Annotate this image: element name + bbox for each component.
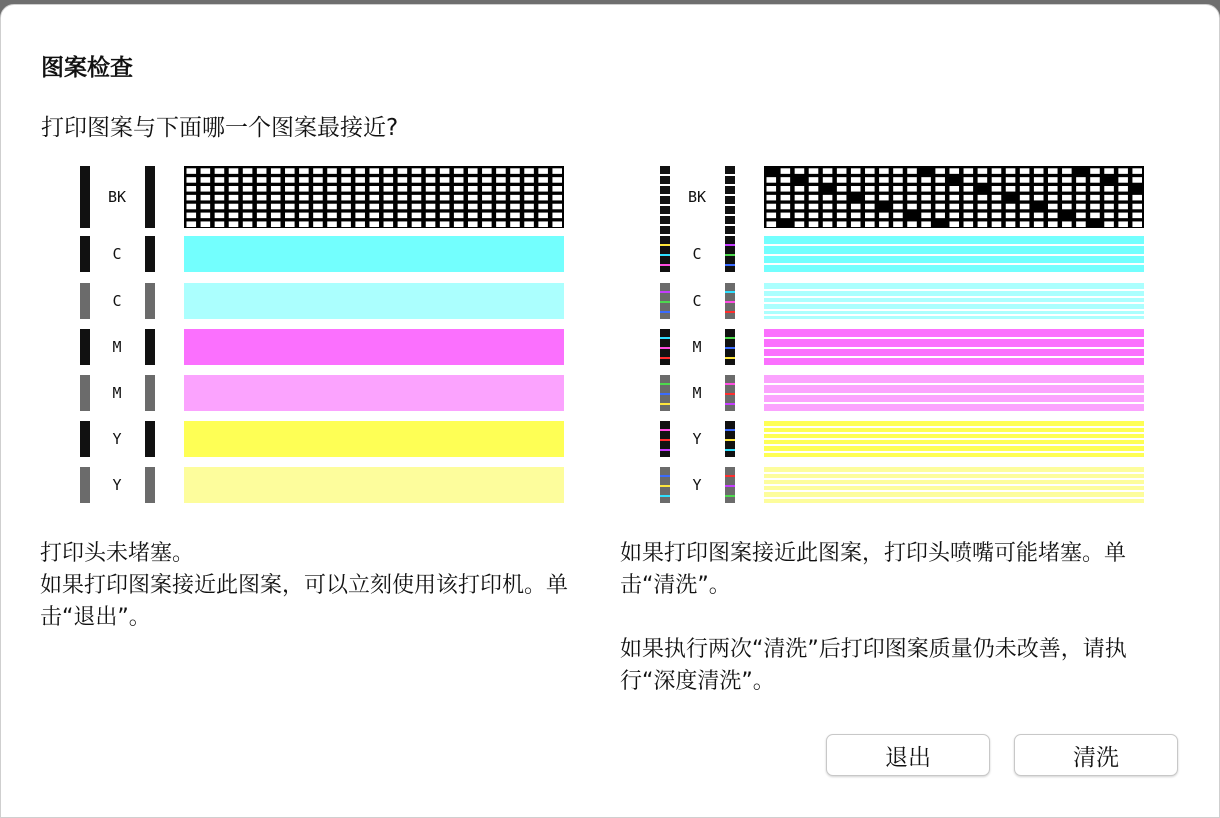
- bk-grid-cell: [781, 213, 791, 219]
- marker-stripe: [660, 244, 670, 246]
- clogged-pattern-text-2: 如果执行两次“清洗”后打印图案质量仍未改善，请执行“深度清洗”。: [620, 637, 1127, 694]
- bk-grid-cell: [992, 204, 1002, 210]
- row-label: M: [692, 384, 702, 402]
- bk-grid-cell: [1048, 186, 1058, 192]
- dialog-title: 图案检查: [41, 55, 133, 81]
- bk-grid-cell: [907, 186, 917, 192]
- missing-nozzle-line: [764, 263, 1144, 265]
- bk-grid-cell: [781, 168, 791, 174]
- marker-segment: [725, 186, 735, 194]
- marker-stripe: [660, 301, 670, 303]
- bk-grid-cell: [992, 195, 1002, 201]
- row-marker-right: [725, 467, 735, 503]
- bk-grid-cell: [893, 168, 903, 174]
- bk-grid-cell: [907, 195, 917, 201]
- bk-grid-cell: [921, 177, 931, 183]
- clean-button[interactable]: 清洗: [1014, 734, 1178, 776]
- bk-grid-cell: [1132, 204, 1142, 210]
- bk-grid-cell: [795, 213, 805, 219]
- bk-grid-cell: [907, 204, 917, 210]
- bk-grid-cell: [964, 204, 974, 210]
- bk-grid-cell: [1090, 168, 1100, 174]
- bk-grid-cell: [964, 177, 974, 183]
- marker-stripe: [725, 439, 735, 441]
- missing-nozzle-line: [764, 289, 1144, 291]
- bk-grid-cell: [781, 195, 791, 201]
- marker-stripe: [725, 393, 735, 395]
- bk-grid-cell: [865, 204, 875, 210]
- bk-grid-cell: [1048, 195, 1058, 201]
- bk-grid-cell: [1076, 186, 1086, 192]
- bk-grid-cell: [837, 186, 847, 192]
- bk-grid-cell: [978, 195, 988, 201]
- marker-stripe: [660, 264, 670, 266]
- row-label: Y: [692, 430, 702, 448]
- missing-nozzle-line: [764, 438, 1144, 440]
- marker-stripe: [660, 291, 670, 293]
- row-marker-right: [725, 421, 735, 457]
- bk-grid-cell: [935, 186, 945, 192]
- row-label: M: [112, 384, 122, 402]
- marker-stripe: [725, 337, 735, 339]
- bk-grid-cell: [1118, 186, 1128, 192]
- row-marker-right: [725, 329, 735, 365]
- missing-nozzle-line: [764, 347, 1144, 349]
- bk-grid-cell: [978, 213, 988, 219]
- row-label: M: [692, 338, 702, 356]
- bk-grid-cell: [1020, 195, 1030, 201]
- bk-grid-cell: [1034, 221, 1044, 227]
- bk-grid-cell: [879, 177, 889, 183]
- marker-stripe: [725, 301, 735, 303]
- bk-grid-cell: [1090, 204, 1100, 210]
- bk-grid-cell: [978, 168, 988, 174]
- bk-grid-cell: [907, 177, 917, 183]
- good-pattern-text: 打印头未堵塞。 如果打印图案接近此图案，可以立刻使用该打印机。单击“退出”。: [40, 541, 569, 630]
- bk-grid-cell: [1034, 186, 1044, 192]
- bk-grid-cell: [1118, 177, 1128, 183]
- row-label: M: [112, 338, 122, 356]
- bk-grid-cell: [767, 221, 777, 227]
- marker-stripe: [725, 311, 735, 313]
- marker-segment: [725, 216, 735, 224]
- bk-grid-cell: [767, 213, 777, 219]
- bk-grid-cell: [865, 168, 875, 174]
- bk-grid-cell: [851, 186, 861, 192]
- bk-grid-cell: [1104, 195, 1114, 201]
- bk-grid-cell: [1076, 221, 1086, 227]
- bk-grid-cell: [1006, 177, 1016, 183]
- row-marker-left: [660, 421, 670, 457]
- bk-grid-cell: [1048, 221, 1058, 227]
- bk-grid-cell: [795, 195, 805, 201]
- bk-grid-cell: [949, 221, 959, 227]
- bk-grid-cell: [1062, 221, 1072, 227]
- bk-grid-cell: [837, 195, 847, 201]
- bk-grid-cell: [992, 177, 1002, 183]
- bk-grid-cell: [781, 177, 791, 183]
- bk-grid-cell: [964, 213, 974, 219]
- bk-grid-cell: [1062, 204, 1072, 210]
- color-band-clogged: [764, 467, 1144, 503]
- clogged-pattern-text-1: 如果打印图案接近此图案，打印头喷嘴可能堵塞。单击“清洗”。: [620, 541, 1127, 598]
- bk-grid-cell: [964, 221, 974, 227]
- bk-grid-cell: [907, 168, 917, 174]
- missing-nozzle-line: [764, 444, 1144, 446]
- marker-stripe: [660, 439, 670, 441]
- row-marker-right: [725, 283, 735, 319]
- bk-grid-cell: [1048, 204, 1058, 210]
- missing-nozzle-line: [764, 484, 1144, 486]
- row-marker-right: [725, 375, 735, 411]
- bk-grid-cell: [767, 195, 777, 201]
- bk-grid-cell: [1104, 213, 1114, 219]
- marker-stripe: [725, 357, 735, 359]
- bk-grid-cell: [837, 177, 847, 183]
- bk-grid-cell: [921, 204, 931, 210]
- bk-grid-cell: [1118, 204, 1128, 210]
- bk-grid-cell: [935, 177, 945, 183]
- bk-grid-cell: [1090, 186, 1100, 192]
- marker-segment: [725, 226, 735, 234]
- bk-grid-cell: [1006, 213, 1016, 219]
- missing-nozzle-line: [764, 356, 1144, 358]
- missing-nozzle-line: [764, 490, 1144, 492]
- marker-segment: [660, 176, 670, 184]
- good-pattern-description: [40, 538, 580, 634]
- bk-grid-cell: [823, 177, 833, 183]
- bk-grid-cell: [978, 204, 988, 210]
- bk-grid-cell: [935, 195, 945, 201]
- bk-grid-cell: [949, 195, 959, 201]
- question-text: 打印图案与下面哪一个图案最接近?: [41, 115, 399, 141]
- bk-grid-cell: [949, 186, 959, 192]
- bk-grid-cell: [893, 221, 903, 227]
- marker-stripe: [725, 485, 735, 487]
- bk-grid-cell: [1034, 195, 1044, 201]
- bk-grid-cell: [935, 204, 945, 210]
- marker-stripe: [660, 254, 670, 256]
- bk-grid-cell: [1062, 195, 1072, 201]
- bk-grid-cell: [879, 168, 889, 174]
- color-band-clogged: [764, 375, 1144, 411]
- missing-nozzle-line: [764, 337, 1144, 339]
- row-marker-left: [660, 375, 670, 411]
- marker-stripe: [725, 449, 735, 451]
- row-label: Y: [112, 476, 122, 494]
- clogged-pattern-description: [620, 538, 1160, 698]
- bk-grid-cell: [1132, 213, 1142, 219]
- bk-grid-cell: [921, 195, 931, 201]
- bk-grid-cell: [837, 168, 847, 174]
- missing-nozzle-line: [764, 244, 1144, 246]
- missing-nozzle-line: [764, 497, 1144, 499]
- bk-grid-cell: [992, 186, 1002, 192]
- bk-grid-cell: [879, 186, 889, 192]
- marker-segment: [725, 176, 735, 184]
- row-label: C: [692, 245, 702, 263]
- bk-grid-cell: [949, 168, 959, 174]
- bk-grid-cell: [781, 186, 791, 192]
- bk-grid-cell: [1104, 221, 1114, 227]
- bk-grid-cell: [865, 177, 875, 183]
- row-label: BK: [107, 188, 127, 206]
- bk-grid-cell: [1048, 213, 1058, 219]
- row-label: Y: [112, 430, 122, 448]
- bk-grid-cell: [893, 177, 903, 183]
- bk-grid-cell: [921, 221, 931, 227]
- marker-segment: [660, 166, 670, 174]
- bk-grid-cell: [893, 195, 903, 201]
- bk-grid-cell: [1076, 195, 1086, 201]
- bk-grid-cell: [1118, 213, 1128, 219]
- color-band-clogged: [764, 236, 1144, 272]
- row-label: C: [692, 292, 702, 310]
- row-marker-right: [725, 166, 735, 234]
- bk-grid-cell: [837, 221, 847, 227]
- bk-grid-cell: [1034, 177, 1044, 183]
- row-label: BK: [687, 188, 707, 206]
- marker-stripe: [660, 383, 670, 385]
- marker-stripe: [725, 475, 735, 477]
- bk-grid-cell: [1006, 204, 1016, 210]
- bk-grid-cell: [809, 195, 819, 201]
- bk-grid-cell: [1020, 177, 1030, 183]
- bk-grid-cell: [1020, 186, 1030, 192]
- bk-grid-cell: [1062, 177, 1072, 183]
- missing-nozzle-line: [764, 426, 1144, 428]
- marker-stripe: [660, 347, 670, 349]
- bk-grid-cell: [809, 213, 819, 219]
- bk-grid-cell: [1118, 168, 1128, 174]
- row-marker-left: [660, 166, 670, 234]
- color-band-clogged: [764, 329, 1144, 365]
- marker-stripe: [660, 449, 670, 451]
- bk-grid-cell: [893, 213, 903, 219]
- missing-nozzle-line: [764, 302, 1144, 304]
- bk-grid-cell: [851, 213, 861, 219]
- bk-grid-cell: [1104, 204, 1114, 210]
- missing-nozzle-line: [764, 314, 1144, 316]
- marker-stripe: [660, 475, 670, 477]
- color-band: [764, 283, 1144, 319]
- bk-grid-cell: [823, 168, 833, 174]
- row-marker-left: [660, 329, 670, 365]
- bk-grid-cell: [809, 186, 819, 192]
- bk-grid-cell: [907, 221, 917, 227]
- bk-grid-cell: [767, 186, 777, 192]
- marker-segment: [725, 206, 735, 214]
- bk-grid-cell: [823, 213, 833, 219]
- marker-segment: [725, 196, 735, 204]
- marker-stripe: [660, 495, 670, 497]
- missing-nozzle-line: [764, 309, 1144, 311]
- marker-stripe: [725, 291, 735, 293]
- bk-grid-cell: [1006, 221, 1016, 227]
- bk-grid-cell: [809, 168, 819, 174]
- bk-grid-cell: [1048, 168, 1058, 174]
- bk-grid-cell: [1132, 221, 1142, 227]
- row-marker-right: [725, 236, 735, 272]
- bk-grid-cell: [935, 213, 945, 219]
- missing-nozzle-line: [764, 402, 1144, 404]
- bk-grid-cell: [809, 221, 819, 227]
- bk-grid-cell: [1020, 204, 1030, 210]
- bk-grid-cell: [823, 221, 833, 227]
- bk-grid-cell: [879, 221, 889, 227]
- missing-nozzle-line: [764, 296, 1144, 298]
- bk-grid-cell: [1118, 221, 1128, 227]
- marker-stripe: [725, 254, 735, 256]
- bk-grid-cell: [964, 168, 974, 174]
- bk-grid-cell: [964, 195, 974, 201]
- marker-stripe: [660, 403, 670, 405]
- bk-grid-cell: [1076, 213, 1086, 219]
- missing-nozzle-line: [764, 432, 1144, 434]
- bk-grid-cell: [865, 195, 875, 201]
- marker-stripe: [725, 403, 735, 405]
- bk-grid-cell: [1118, 195, 1128, 201]
- marker-segment: [660, 206, 670, 214]
- marker-stripe: [725, 264, 735, 266]
- bk-grid-cell: [992, 213, 1002, 219]
- bk-grid-cell: [893, 204, 903, 210]
- marker-stripe: [660, 311, 670, 313]
- bk-grid-cell: [837, 213, 847, 219]
- bk-grid-cell: [781, 204, 791, 210]
- bk-grid-cell: [1034, 213, 1044, 219]
- bk-grid-cell: [851, 204, 861, 210]
- bk-grid-cell: [893, 186, 903, 192]
- bk-grid-cell: [1132, 177, 1142, 183]
- marker-stripe: [660, 485, 670, 487]
- marker-stripe: [660, 393, 670, 395]
- bk-grid-cell: [795, 186, 805, 192]
- bk-grid-cell: [992, 221, 1002, 227]
- bk-grid-cell: [964, 186, 974, 192]
- marker-segment: [660, 216, 670, 224]
- bk-grid-cell: [1062, 168, 1072, 174]
- marker-segment: [660, 226, 670, 234]
- bk-grid-cell: [1132, 195, 1142, 201]
- bk-grid-cell: [1034, 168, 1044, 174]
- bk-grid-cell: [809, 204, 819, 210]
- bk-grid-cell: [978, 177, 988, 183]
- missing-nozzle-line: [764, 451, 1144, 453]
- marker-stripe: [725, 347, 735, 349]
- bk-grid-cell: [1006, 186, 1016, 192]
- marker-stripe: [660, 357, 670, 359]
- bk-grid: [764, 166, 1144, 228]
- bk-grid-cell: [1076, 177, 1086, 183]
- bk-grid-cell: [879, 213, 889, 219]
- marker-segment: [660, 186, 670, 194]
- bk-grid-cell: [851, 177, 861, 183]
- bk-grid-cell: [823, 204, 833, 210]
- missing-nozzle-line: [764, 254, 1144, 256]
- bk-grid-cell: [1006, 168, 1016, 174]
- missing-nozzle-line: [764, 383, 1144, 385]
- bk-grid-cell: [1090, 195, 1100, 201]
- bk-grid-cell: [1020, 221, 1030, 227]
- bk-grid-cell: [795, 168, 805, 174]
- bk-grid-cell: [837, 204, 847, 210]
- color-band-clogged: [764, 421, 1144, 457]
- marker-segment: [725, 166, 735, 174]
- marker-stripe: [660, 337, 670, 339]
- bk-grid-cell: [795, 221, 805, 227]
- bk-grid-cell: [921, 213, 931, 219]
- bk-grid-cell: [1104, 186, 1114, 192]
- bk-grid-cell: [921, 186, 931, 192]
- row-marker-left: [660, 283, 670, 319]
- color-band-clogged: [764, 283, 1144, 319]
- bk-grid-cell: [1132, 168, 1142, 174]
- bk-grid-cell: [879, 195, 889, 201]
- bk-grid-cell: [949, 213, 959, 219]
- bk-grid-cell: [1020, 213, 1030, 219]
- bk-grid-cell: [767, 177, 777, 183]
- bk-grid-cell: [992, 168, 1002, 174]
- bk-grid-cell: [865, 186, 875, 192]
- bk-grid-cell: [1062, 186, 1072, 192]
- marker-stripe: [725, 429, 735, 431]
- marker-stripe: [725, 495, 735, 497]
- missing-nozzle-line: [764, 478, 1144, 480]
- bk-grid-cell: [1104, 168, 1114, 174]
- bk-grid-cell: [1048, 177, 1058, 183]
- row-marker-left: [660, 236, 670, 272]
- missing-nozzle-line: [764, 472, 1144, 474]
- bk-grid-cell: [851, 221, 861, 227]
- row-label: Y: [692, 476, 702, 494]
- bk-grid-cell: [767, 204, 777, 210]
- bk-grid-cell: [809, 177, 819, 183]
- row-label: C: [112, 292, 122, 310]
- marker-stripe: [725, 244, 735, 246]
- bk-grid-cell: [978, 221, 988, 227]
- bk-grid-cell: [949, 204, 959, 210]
- bk-grid-cell: [1020, 168, 1030, 174]
- bk-grid-cell: [935, 168, 945, 174]
- bk-grid-cell: [1090, 213, 1100, 219]
- bk-grid-cell: [1076, 204, 1086, 210]
- marker-stripe: [725, 383, 735, 385]
- bk-grid-cell: [795, 204, 805, 210]
- bk-grid-cell: [823, 195, 833, 201]
- exit-button[interactable]: 退出: [826, 734, 990, 776]
- bk-grid-cell: [851, 168, 861, 174]
- bk-grid-cell: [865, 213, 875, 219]
- missing-nozzle-line: [764, 393, 1144, 395]
- marker-stripe: [660, 429, 670, 431]
- marker-segment: [660, 196, 670, 204]
- bk-grid-cell: [865, 221, 875, 227]
- row-label: C: [112, 245, 122, 263]
- bk-grid-cell: [1090, 177, 1100, 183]
- row-marker-left: [660, 467, 670, 503]
